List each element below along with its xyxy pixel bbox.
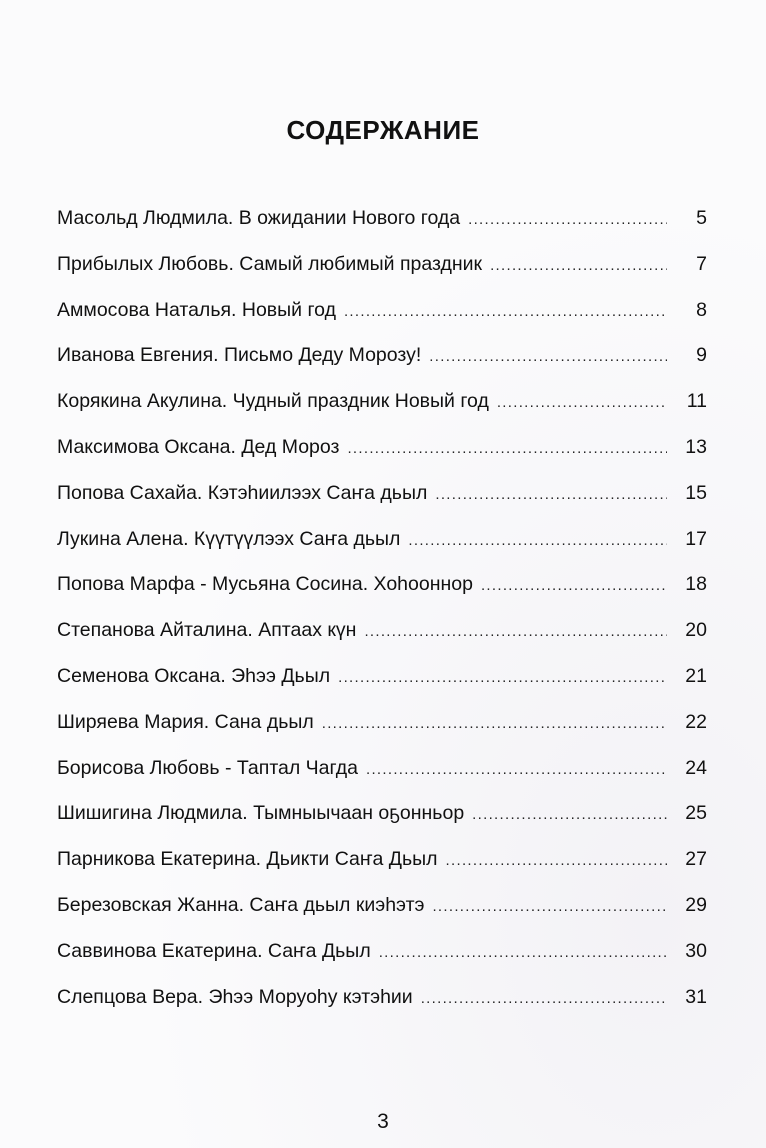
- toc-entry: [57, 207, 707, 253]
- toc-entry-page: 30: [685, 939, 707, 962]
- toc-entry-title: Парникова Екатерина. Дьикти Саҥа Дьыл: [57, 848, 438, 871]
- dot-leader: [421, 990, 667, 1007]
- toc-entry-title: Попова Сахайа. Кэтэhиилээх Саҥа дьыл: [57, 481, 428, 504]
- toc-entry: [57, 986, 707, 1032]
- toc-entry-page: 29: [685, 893, 707, 916]
- dot-leader: [490, 257, 667, 274]
- toc-entry-page: 9: [696, 344, 707, 367]
- toc-entry-page: 21: [685, 664, 707, 687]
- toc-entry-title: Семенова Оксана. Эhээ Дьыл: [57, 664, 331, 687]
- toc-entry-title: Степанова Айталина. Аптаах күн: [57, 619, 357, 642]
- toc-entry-title: Масольд Людмила. В ожидании Нового года: [57, 207, 461, 229]
- toc-entry-page: 5: [696, 207, 707, 229]
- toc-entry-page: 18: [685, 573, 707, 596]
- toc-entry-title: Попова Марфа - Мусьяна Сосина. Хоhооннор: [57, 573, 473, 596]
- toc-entry: [57, 573, 707, 619]
- dot-leader: [468, 211, 667, 228]
- toc-entry-title: Прибылых Любовь. Самый любимый праздник: [57, 252, 483, 275]
- table-of-contents: [57, 207, 707, 1031]
- toc-entry-page: 11: [686, 390, 707, 413]
- toc-entry: [57, 619, 707, 665]
- toc-entry-title: Иванова Евгения. Письмо Деду Морозу!: [57, 344, 422, 367]
- toc-entry: [57, 802, 707, 848]
- toc-entry-page: 13: [685, 435, 707, 458]
- dot-leader: [347, 440, 667, 457]
- toc-entry-title: Саввинова Екатерина. Саҥа Дьыл: [57, 939, 371, 962]
- toc-entry-page: 24: [685, 756, 707, 779]
- toc-entry: [57, 299, 707, 345]
- page-title: СОДЕРЖАНИЕ: [286, 115, 480, 145]
- toc-entry: [57, 711, 707, 757]
- dot-leader: [435, 486, 667, 503]
- dot-leader: [338, 669, 667, 686]
- toc-entry-page: 7: [696, 252, 707, 275]
- toc-entry: [57, 528, 707, 574]
- toc-entry-page: 25: [685, 802, 707, 825]
- dot-leader: [481, 577, 667, 594]
- toc-entry: [57, 940, 707, 986]
- dot-leader: [379, 944, 667, 961]
- toc-entry-title: Корякина Акулина. Чудный праздник Новый год: [57, 390, 489, 413]
- toc-entry-page: 20: [685, 619, 707, 642]
- toc-entry-page: 8: [696, 298, 707, 321]
- toc-entry: [57, 757, 707, 803]
- toc-entry-title: Лукина Алена. Күүтүүлээх Саҥа дьыл: [57, 527, 401, 550]
- toc-entry: [57, 390, 707, 436]
- dot-leader: [322, 715, 667, 732]
- dot-leader: [344, 303, 667, 320]
- toc-entry-page: 22: [685, 710, 707, 733]
- dot-leader: [364, 623, 667, 640]
- toc-entry-title: Ширяева Мария. Сана дьыл: [57, 710, 314, 733]
- toc-entry: [57, 436, 707, 482]
- toc-entry: [57, 665, 707, 711]
- toc-entry: [57, 253, 707, 299]
- dot-leader: [446, 852, 667, 869]
- toc-entry: [57, 894, 707, 940]
- toc-entry-title: Слепцова Вера. Эhээ Моруоhу кэтэhии: [57, 985, 413, 1008]
- toc-entry: [57, 848, 707, 894]
- dot-leader: [366, 761, 667, 778]
- toc-entry-page: 27: [685, 848, 707, 871]
- dot-leader: [429, 348, 667, 365]
- dot-leader: [472, 806, 667, 823]
- dot-leader: [408, 532, 667, 549]
- toc-entry-title: Борисова Любовь - Таптал Чагда: [57, 756, 358, 779]
- toc-entry-title: Аммосова Наталья. Новый год: [57, 298, 336, 321]
- toc-entry: [57, 482, 707, 528]
- toc-entry-page: 15: [685, 481, 707, 504]
- toc-entry-page: 17: [685, 527, 707, 550]
- dot-leader: [432, 898, 667, 915]
- toc-entry-title: Шишигина Людмила. Тымныычаан оҕонньор: [57, 802, 465, 825]
- toc-entry: [57, 344, 707, 390]
- dot-leader: [497, 394, 667, 411]
- toc-entry-page: 31: [685, 985, 707, 1008]
- toc-entry-title: Максимова Оксана. Дед Мороз: [57, 435, 340, 458]
- toc-entry-title: Березовская Жанна. Саҥа дьыл киэhэтэ: [57, 893, 425, 916]
- page-number: 3: [377, 1110, 389, 1133]
